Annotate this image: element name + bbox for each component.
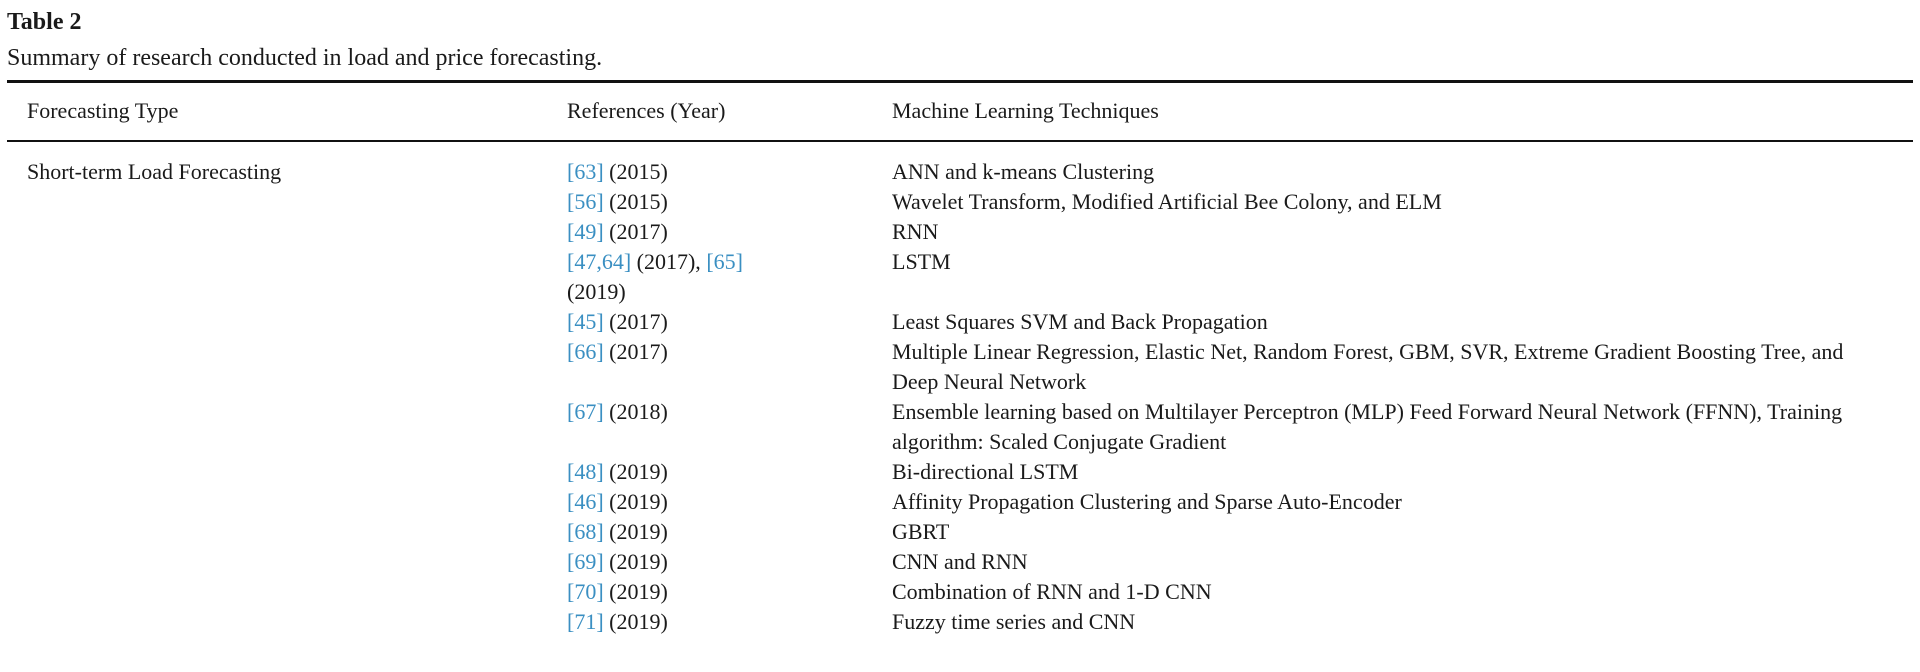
reference-year: (2017), bbox=[631, 249, 707, 274]
forecasting-type-cell: Short-term Load Forecasting bbox=[27, 159, 282, 184]
citation-link[interactable]: [65] bbox=[706, 249, 743, 274]
table-row bbox=[0, 247, 1920, 307]
table-row bbox=[0, 547, 1920, 577]
technique-cell: ANN and k-means Clustering bbox=[892, 159, 1155, 184]
reference-cell bbox=[567, 487, 807, 517]
technique-cell: Fuzzy time series and CNN bbox=[892, 609, 1136, 634]
table-row bbox=[0, 457, 1920, 487]
table-row bbox=[0, 577, 1920, 607]
technique-cell: CNN and RNN bbox=[892, 549, 1028, 574]
technique-cell: RNN bbox=[892, 219, 939, 244]
reference-year: (2015) bbox=[603, 189, 668, 214]
technique-cell: Bi-directional LSTM bbox=[892, 459, 1079, 484]
reference-cell bbox=[567, 187, 807, 217]
citation-link[interactable]: [71] bbox=[567, 609, 604, 634]
reference-year: (2019) bbox=[603, 489, 668, 514]
citation-link[interactable]: [63] bbox=[567, 159, 604, 184]
table-row bbox=[0, 517, 1920, 547]
table-row bbox=[0, 157, 1920, 187]
reference-cell bbox=[567, 577, 807, 607]
citation-link[interactable]: [48] bbox=[567, 459, 604, 484]
table-row bbox=[0, 217, 1920, 247]
reference-cell bbox=[567, 547, 807, 577]
column-header-references: References (Year) bbox=[567, 98, 726, 123]
reference-cell bbox=[567, 307, 807, 337]
reference-year: (2019) bbox=[603, 459, 668, 484]
reference-cell bbox=[567, 217, 807, 247]
technique-cell: Combination of RNN and 1-D CNN bbox=[892, 579, 1212, 604]
column-header-forecasting-type: Forecasting Type bbox=[27, 98, 179, 123]
citation-link[interactable]: [49] bbox=[567, 219, 604, 244]
header-rule bbox=[7, 140, 1913, 142]
table-row bbox=[0, 397, 1920, 457]
reference-year: (2019) bbox=[603, 519, 668, 544]
reference-year: (2015) bbox=[603, 159, 668, 184]
citation-link[interactable]: [45] bbox=[567, 309, 604, 334]
technique-cell: Ensemble learning based on Multilayer Perceptron (MLP) Feed Forward Neural Network (FFNN), Training algorithm: Scaled Conjugate Gradient bbox=[892, 399, 1843, 454]
citation-link[interactable]: [47,64] bbox=[567, 249, 632, 274]
reference-cell bbox=[567, 517, 807, 547]
reference-cell bbox=[567, 397, 807, 457]
reference-cell bbox=[567, 457, 807, 487]
table-label: Table 2 bbox=[7, 9, 82, 35]
reference-year: (2017) bbox=[603, 219, 668, 244]
citation-link[interactable]: [69] bbox=[567, 549, 604, 574]
table-row bbox=[0, 307, 1920, 337]
citation-link[interactable]: [70] bbox=[567, 579, 604, 604]
citation-link[interactable]: [46] bbox=[567, 489, 604, 514]
citation-link[interactable]: [66] bbox=[567, 339, 604, 364]
table-row bbox=[0, 487, 1920, 517]
top-rule bbox=[7, 80, 1913, 83]
technique-cell: Multiple Linear Regression, Elastic Net, Random Forest, GBM, SVR, Extreme Gradient Boosting Tree, and Deep Neural Network bbox=[892, 339, 1844, 394]
technique-cell: Least Squares SVM and Back Propagation bbox=[892, 309, 1268, 334]
technique-cell: GBRT bbox=[892, 519, 950, 544]
reference-year: (2019) bbox=[603, 579, 668, 604]
reference-year: (2017) bbox=[603, 309, 668, 334]
table-row bbox=[0, 607, 1920, 637]
reference-cell bbox=[567, 337, 807, 397]
citation-link[interactable]: [67] bbox=[567, 399, 604, 424]
citation-link[interactable]: [56] bbox=[567, 189, 604, 214]
table-caption: Summary of research conducted in load and price forecasting. bbox=[7, 45, 603, 71]
table-row bbox=[0, 337, 1920, 397]
technique-cell: Wavelet Transform, Modified Artificial Bee Colony, and ELM bbox=[892, 189, 1442, 214]
reference-cell bbox=[567, 157, 807, 187]
reference-year: (2019) bbox=[567, 279, 626, 304]
reference-year: (2019) bbox=[603, 549, 668, 574]
reference-year: (2017) bbox=[603, 339, 668, 364]
reference-cell bbox=[567, 247, 807, 307]
citation-link[interactable]: [68] bbox=[567, 519, 604, 544]
technique-cell: Affinity Propagation Clustering and Sparse Auto-Encoder bbox=[892, 489, 1402, 514]
reference-year: (2018) bbox=[603, 399, 668, 424]
column-header-techniques: Machine Learning Techniques bbox=[892, 98, 1159, 123]
technique-cell: LSTM bbox=[892, 249, 951, 274]
reference-year: (2019) bbox=[603, 609, 668, 634]
reference-cell bbox=[567, 607, 807, 637]
table-row bbox=[0, 187, 1920, 217]
table-body bbox=[0, 157, 1920, 637]
